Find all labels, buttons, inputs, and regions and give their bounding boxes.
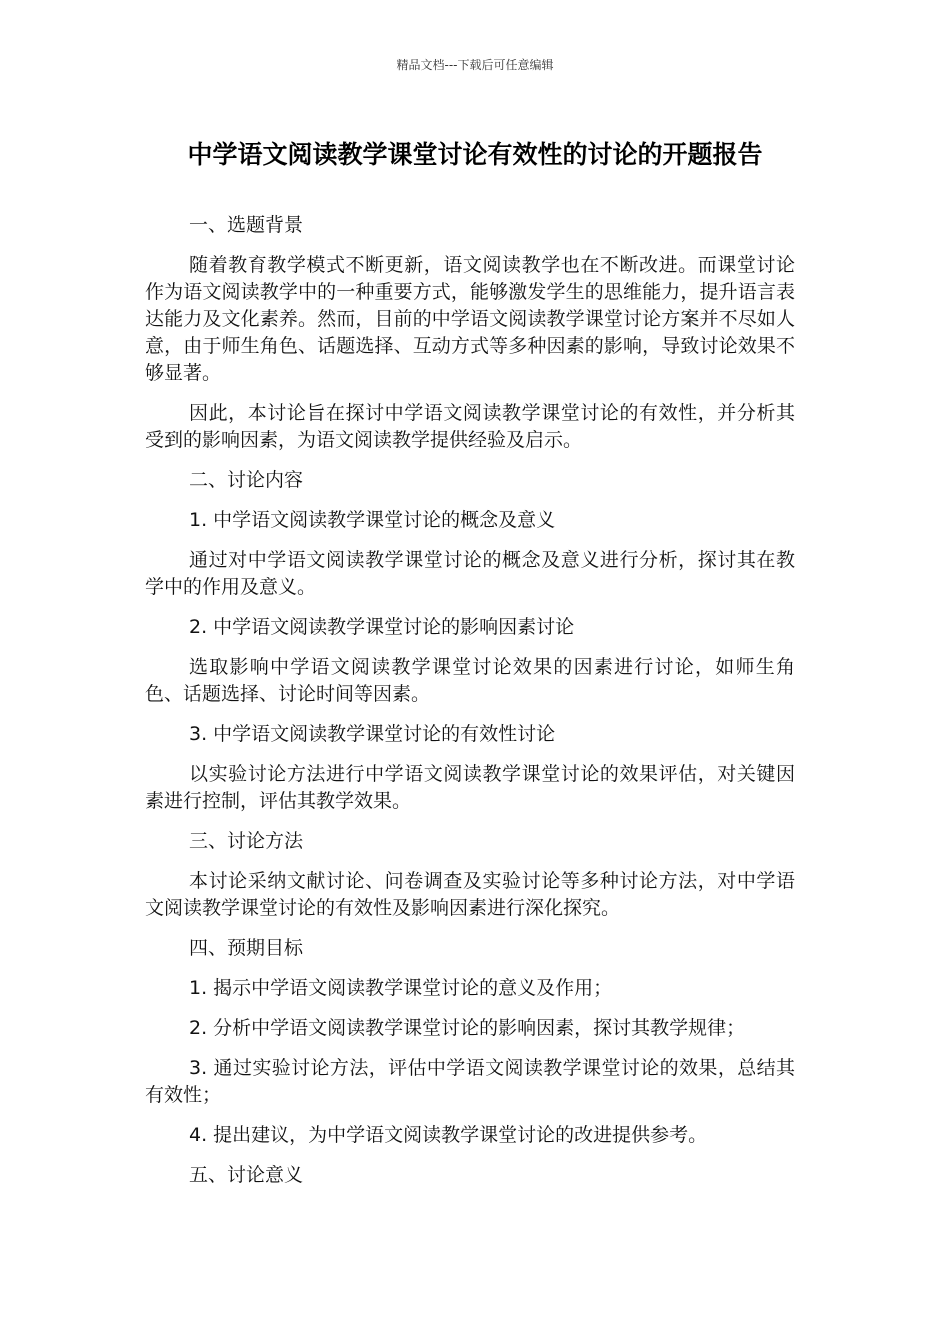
goal-item-3: 3. 通过实验讨论方法，评估中学语文阅读教学课堂讨论的效果，总结其有效性； xyxy=(145,1057,795,1106)
section-heading-background: 一、选题背景 xyxy=(189,214,304,236)
paragraph-concept: 通过对中学语文阅读教学课堂讨论的概念及意义进行分析，探讨其在教学中的作用及意义。 xyxy=(145,549,795,598)
section-heading-method: 三、讨论方法 xyxy=(189,830,304,852)
paragraph-factors: 选取影响中学语文阅读教学课堂讨论效果的因素进行讨论，如师生角色、话题选择、讨论时间等因素。 xyxy=(145,656,795,705)
section-heading-content: 二、讨论内容 xyxy=(189,469,304,491)
subheading-effectiveness: 3. 中学语文阅读教学课堂讨论的有效性讨论 xyxy=(189,723,556,745)
goal-item-2: 2. 分析中学语文阅读教学课堂讨论的影响因素，探讨其教学规律； xyxy=(189,1017,746,1039)
paragraph-method: 本讨论采纳文献讨论、问卷调查及实验讨论等多种讨论方法，对中学语文阅读教学课堂讨论的有效性及影响因素进行深化探究。 xyxy=(145,870,795,919)
goal-item-1: 1. 揭示中学语文阅读教学课堂讨论的意义及作用； xyxy=(189,977,613,999)
goal-item-4: 4. 提出建议，为中学语文阅读教学课堂讨论的改进提供参考。 xyxy=(189,1124,708,1146)
paragraph-effectiveness: 以实验讨论方法进行中学语文阅读教学课堂讨论的效果评估，对关键因素进行控制，评估其教学效果。 xyxy=(145,763,795,812)
document-title: 中学语文阅读教学课堂讨论有效性的讨论的开题报告 xyxy=(187,140,763,169)
paragraph-background-2: 因此，本讨论旨在探讨中学语文阅读教学课堂讨论的有效性，并分析其受到的影响因素，为语文阅读教学提供经验及启示。 xyxy=(145,402,795,451)
subheading-concept: 1. 中学语文阅读教学课堂讨论的概念及意义 xyxy=(189,509,556,531)
document-body xyxy=(145,212,795,1202)
paragraph-background-1: 随着教育教学模式不断更新，语文阅读教学也在不断改进。而课堂讨论作为语文阅读教学中的一种重要方式，能够激发学生的思维能力，提升语言表达能力及文化素养。然而，目前的中学语文阅读教学课堂讨论方案并不尽如人意，由于师生角色、话题选择、互动方式等多种因素的影响，导致讨论效果不够显著。 xyxy=(145,254,795,384)
subheading-factors: 2. 中学语文阅读教学课堂讨论的影响因素讨论 xyxy=(189,616,575,638)
section-heading-goals: 四、预期目标 xyxy=(189,937,304,959)
header-note: 精品文档---下载后可任意编辑 xyxy=(396,58,554,72)
section-heading-significance: 五、讨论意义 xyxy=(189,1164,304,1186)
